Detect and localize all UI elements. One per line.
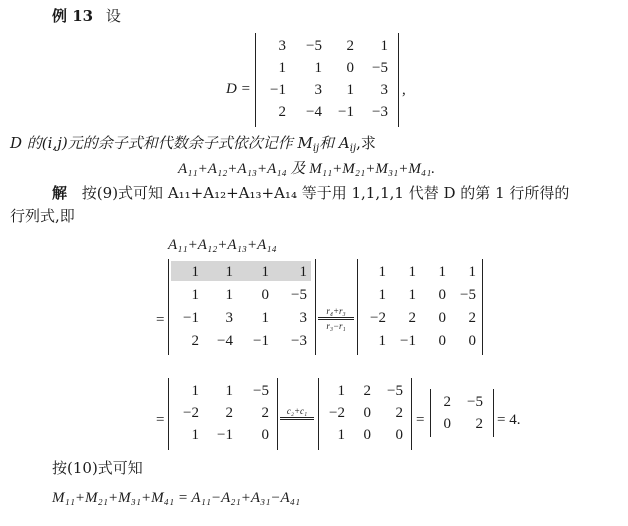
- matrix-entry: 1: [278, 60, 286, 76]
- matrix-entry: 0: [363, 427, 371, 443]
- det-step-3-entries: [171, 380, 269, 446]
- matrix-entry: 2: [363, 383, 371, 399]
- matrix-entry: 1: [346, 82, 354, 98]
- example-intro: 设: [105, 7, 121, 25]
- matrix-entry: 0: [438, 287, 446, 303]
- col-operation: [280, 406, 314, 421]
- matrix-entry: 1: [314, 60, 322, 76]
- matrix-entry: 1: [378, 264, 386, 280]
- matrix-entry: 3: [299, 310, 307, 326]
- det-step-3: [168, 378, 278, 450]
- solution-label: 解: [52, 184, 68, 202]
- equals-sign-2: =: [156, 412, 165, 428]
- det-step-2-entries: [360, 261, 476, 353]
- row-operation: [318, 306, 354, 331]
- matrix-entry: 1: [378, 333, 386, 349]
- matrix-entry: −5: [387, 383, 403, 399]
- matrix-entry: 0: [468, 333, 476, 349]
- det-step-5-entries: [433, 391, 485, 435]
- matrix-entry: 1: [408, 287, 416, 303]
- example-heading: [52, 6, 121, 26]
- row-op-bottom: r₃−r₁: [326, 321, 346, 331]
- by-formula-10: 按(10)式可知: [52, 459, 143, 477]
- det-step-1-entries: [171, 261, 307, 353]
- matrix-entry: −2: [329, 405, 345, 421]
- det-step-5: [430, 389, 494, 437]
- matrix-entry: 1: [438, 264, 446, 280]
- matrix-entry: −5: [372, 60, 388, 76]
- matrix-entry: 2: [408, 310, 416, 326]
- matrix-entry: 1: [337, 427, 345, 443]
- definition-text: D 的(i,j)元的余子式和代数余子式依次记作 M: [10, 134, 313, 152]
- matrix-entry: 2: [191, 333, 199, 349]
- matrix-entry: −5: [306, 38, 322, 54]
- definition-line: [10, 133, 376, 159]
- matrix-entry: 1: [261, 310, 269, 326]
- matrix-entry: 2: [278, 104, 286, 120]
- matrix-entry: 1: [468, 264, 476, 280]
- matrix-entry: 1: [225, 383, 233, 399]
- matrix-entry: 2: [346, 38, 354, 54]
- definition-sub-m: ij: [312, 143, 320, 154]
- matrix-entry: −2: [183, 405, 199, 421]
- matrix-entry: −1: [270, 82, 286, 98]
- matrix-entry: 0: [438, 310, 446, 326]
- matrix-entry: 1: [299, 264, 307, 280]
- matrix-entry: 0: [438, 333, 446, 349]
- det-step-2: [357, 259, 483, 355]
- matrix-entry: 2: [443, 394, 451, 410]
- matrix-entry: −4: [217, 333, 233, 349]
- det-d-entries: [258, 35, 390, 123]
- matrix-entry: −1: [400, 333, 416, 349]
- matrix-entry: 0: [261, 287, 269, 303]
- matrix-entry: 0: [443, 416, 451, 432]
- matrix-entry: 3: [225, 310, 233, 326]
- solution-line: [52, 183, 569, 203]
- matrix-entry: −5: [460, 287, 476, 303]
- matrix-entry: −1: [217, 427, 233, 443]
- matrix-entry: 0: [395, 427, 403, 443]
- det-step-4: [318, 378, 412, 450]
- det-step-4-entries: [321, 380, 403, 446]
- definition-text-a: 和 A: [319, 134, 350, 152]
- matrix-entry: 1: [191, 383, 199, 399]
- row-op-top: r₄+r₃: [326, 306, 346, 316]
- matrix-entry: 2: [261, 405, 269, 421]
- matrix-entry: 1: [225, 264, 233, 280]
- matrix-entry: −3: [372, 104, 388, 120]
- matrix-entry: 3: [314, 82, 322, 98]
- det-d: [255, 33, 399, 127]
- matrix-entry: 1: [261, 264, 269, 280]
- matrix-entry: 1: [380, 38, 388, 54]
- goal-expression: A₁₁+A₁₂+A₁₃+A₁₄ 及 M₁₁+M₂₁+M₃₁+M₄₁.: [178, 161, 436, 177]
- matrix-entry: 3: [278, 38, 286, 54]
- det-d-lhs: D =: [226, 81, 251, 97]
- matrix-entry: 1: [191, 427, 199, 443]
- matrix-entry: −3: [291, 333, 307, 349]
- matrix-entry: 2: [475, 416, 483, 432]
- matrix-entry: 3: [380, 82, 388, 98]
- matrix-entry: 2: [468, 310, 476, 326]
- matrix-entry: 1: [378, 287, 386, 303]
- matrix-entry: −1: [253, 333, 269, 349]
- matrix-entry: 1: [337, 383, 345, 399]
- equals-sign-3: =: [416, 412, 425, 428]
- matrix-entry: −4: [306, 104, 322, 120]
- matrix-entry: 1: [191, 264, 199, 280]
- final-expression: M₁₁+M₂₁+M₃₁+M₄₁ = A₁₁−A₂₁+A₃₁−A₄₁: [52, 490, 301, 506]
- det-d-comma: ,: [402, 82, 406, 98]
- solution-text: 按(9)式可知 A₁₁+A₁₂+A₁₃+A₁₄ 等于用 1,1,1,1 代替 D 的第 1 行所得的: [81, 184, 570, 202]
- sum-expression: A₁₁+A₁₂+A₁₃+A₁₄: [168, 237, 277, 253]
- example-label: 例 13: [52, 7, 94, 25]
- equals-sign-1: =: [156, 312, 165, 328]
- matrix-entry: 1: [408, 264, 416, 280]
- matrix-entry: 0: [363, 405, 371, 421]
- matrix-entry: −5: [467, 394, 483, 410]
- col-op-top: c₂+c₁: [286, 406, 308, 416]
- matrix-entry: 2: [225, 405, 233, 421]
- definition-sub-a: ij: [349, 143, 357, 154]
- matrix-entry: 1: [225, 287, 233, 303]
- solution-text-2: 行列式,即: [10, 207, 75, 225]
- matrix-entry: 2: [395, 405, 403, 421]
- definition-end: ,求: [356, 134, 376, 152]
- matrix-entry: 0: [261, 427, 269, 443]
- matrix-entry: −1: [338, 104, 354, 120]
- det-step-1: [168, 259, 316, 355]
- matrix-entry: −2: [370, 310, 386, 326]
- matrix-entry: 0: [346, 60, 354, 76]
- final-result: = 4.: [497, 412, 521, 428]
- matrix-entry: −5: [291, 287, 307, 303]
- matrix-entry: −1: [183, 310, 199, 326]
- matrix-entry: −5: [253, 383, 269, 399]
- matrix-entry: 1: [191, 287, 199, 303]
